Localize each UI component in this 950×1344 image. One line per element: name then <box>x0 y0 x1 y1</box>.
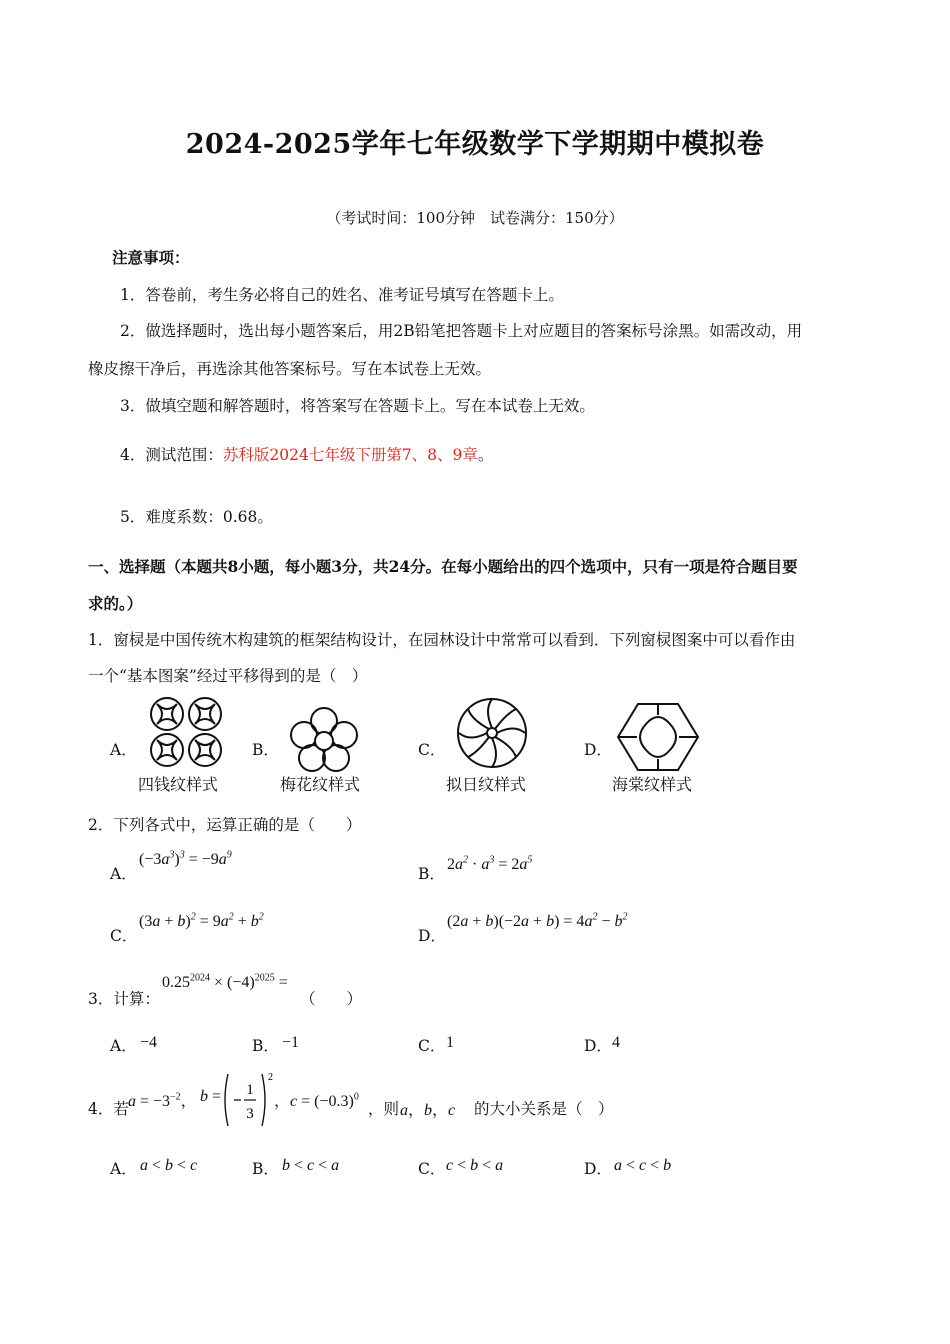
q4-option-d-formula: a < c < b <box>614 1157 672 1174</box>
q3-stem: 3．计算： <box>88 990 160 1008</box>
q3-option-a-value: −4 <box>140 1034 158 1051</box>
q1-option-c-caption: 拟日纹样式 <box>446 775 527 794</box>
svg-text:3: 3 <box>246 1106 254 1122</box>
q2-option-a-formula: $(-3a^3)^3 = -9a^9$ <box>139 849 232 868</box>
q3-option-d-letter[interactable]: D． <box>584 1037 612 1055</box>
q2-option-d-letter[interactable]: D． <box>418 927 446 945</box>
svg-text:2: 2 <box>268 1072 273 1083</box>
q4-option-a-formula: a < b < c <box>140 1157 198 1174</box>
plum-blossom-pattern-icon <box>288 706 360 774</box>
q3-option-a-letter[interactable]: A． <box>110 1037 137 1055</box>
q4-option-d-letter[interactable]: D． <box>584 1160 612 1178</box>
q3-paren: （ ） <box>300 990 363 1008</box>
q3-formula: $0.25^{2024} \times (-4)^{2025}$ = <box>162 972 288 991</box>
section-1-heading: 一、选择题（本题共8小题，每小题3分，共24分。在每小题给出的四个选项中，只有一项是符合题目要 <box>88 557 798 576</box>
four-coins-pattern-icon <box>148 696 224 768</box>
q2-option-c-letter[interactable]: C． <box>110 927 138 945</box>
q4-stem-suffix: 的大小关系是（ ） <box>474 1100 614 1118</box>
test-scope: 苏科版2024七年级下册第7、8、9章 <box>222 446 478 464</box>
q1-option-d-caption: 海棠纹样式 <box>612 775 693 794</box>
note-3: 3．做填空题和解答题时，将答案写在答题卡上。写在本试卷上无效。 <box>120 397 595 415</box>
q4-option-b-formula: b < c < a <box>282 1157 340 1174</box>
q3-option-c-value: 1 <box>446 1034 454 1051</box>
q3-option-c-letter[interactable]: C． <box>418 1037 446 1055</box>
q4-condition-a: $a = -3^{-2}$， <box>128 1091 197 1110</box>
q3-option-b-value: −1 <box>282 1034 300 1051</box>
q4-condition-c: ，$c = (-0.3)^0$ <box>274 1091 359 1110</box>
page-title: 2024-2025学年七年级数学下学期期中模拟卷 <box>185 129 765 160</box>
q4-variables: a，b，c <box>400 1102 456 1119</box>
q1-option-c-letter[interactable]: C． <box>418 741 446 759</box>
notes-header: 注意事项： <box>112 248 190 267</box>
q1-option-a-letter[interactable]: A． <box>110 741 137 759</box>
q4-fraction <box>222 1070 276 1134</box>
begonia-hexagon-pattern-icon <box>616 702 700 772</box>
q4-stem-mid: ，则 <box>368 1100 400 1118</box>
note-2-cont: 橡皮擦干净后，再选涂其他答案标号。写在本试卷上无效。 <box>88 360 492 378</box>
section-1-heading-cont: 求的。） <box>88 594 143 613</box>
exam-info: （考试时间：100分钟 试卷满分：150分） <box>326 209 624 227</box>
q4-stem-prefix: 4．若 <box>88 1100 129 1118</box>
q4-option-c-letter[interactable]: C． <box>418 1160 446 1178</box>
note-4-label: 4．测试范围： <box>120 446 223 464</box>
svg-text:1: 1 <box>246 1082 254 1098</box>
q4-option-c-formula: c < b < a <box>446 1157 504 1174</box>
note-2: 2．做选择题时，选出每小题答案后，用2B铅笔把答题卡上对应题目的答案标号涂黑。如需改动，用 <box>120 322 803 340</box>
q2-stem: 2．下列各式中，运算正确的是（ ） <box>88 816 362 834</box>
q1-stem-cont: 一个“基本图案”经过平移得到的是（ ） <box>88 667 368 685</box>
q3-option-b-letter[interactable]: B． <box>252 1037 279 1055</box>
q4-condition-b: b = <box>200 1088 222 1105</box>
note-1: 1．答卷前，考生务必将自己的姓名、准考证号填写在答题卡上。 <box>120 286 564 304</box>
q2-option-c-formula: $(3a + b)^2 = 9a^2 + b^2$ <box>139 911 264 930</box>
q1-option-d-letter[interactable]: D． <box>584 741 612 759</box>
note-4: 4．测试范围：苏科版2024七年级下册第7、8、9章。 <box>120 446 494 464</box>
q1-option-b-letter[interactable]: B． <box>252 741 279 759</box>
q1-option-b-caption: 梅花纹样式 <box>280 775 361 794</box>
q4-option-b-letter[interactable]: B． <box>252 1160 279 1178</box>
sun-swirl-pattern-icon <box>454 696 530 770</box>
q1-option-a-caption: 四钱纹样式 <box>138 775 219 794</box>
q2-option-d-formula: $(2a + b)(-2a + b) = 4a^2 - b^2$ <box>447 911 628 930</box>
q2-option-a-letter[interactable]: A． <box>110 865 137 883</box>
note-5: 5．难度系数：0.68。 <box>120 508 273 526</box>
q1-stem: 1．窗棂是中国传统木构建筑的框架结构设计，在园林设计中常常可以看到．下列窗棂图案中可以看作由 <box>88 631 796 649</box>
q4-option-a-letter[interactable]: A． <box>110 1160 137 1178</box>
q2-option-b-formula: $2a^2 \cdot a^3 = 2a^5$ <box>447 854 533 873</box>
q2-option-b-letter[interactable]: B． <box>418 865 445 883</box>
q3-option-d-value: 4 <box>612 1034 620 1051</box>
